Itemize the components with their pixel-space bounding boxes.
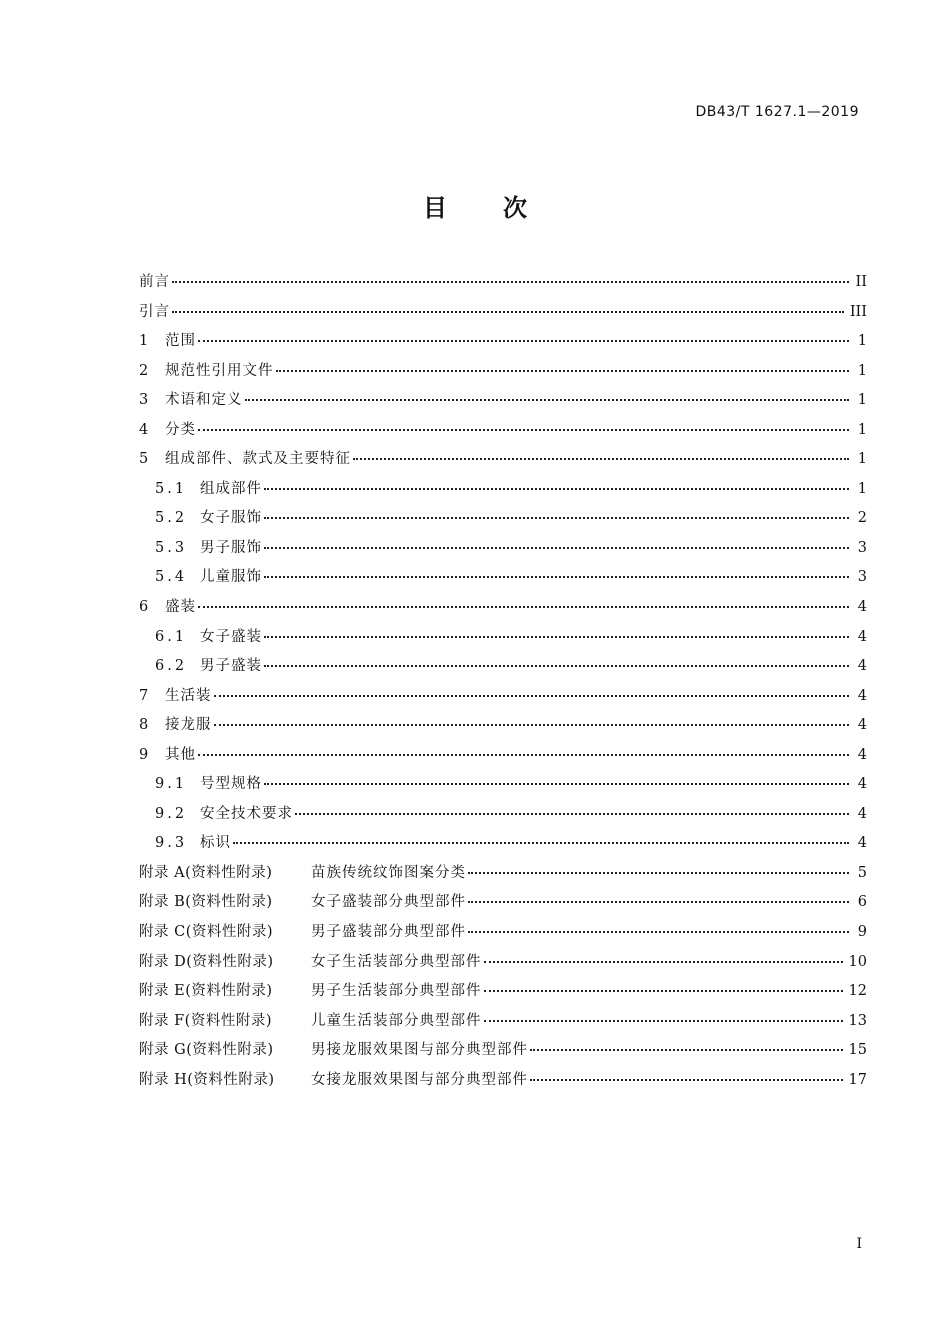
toc-dot-leader [264, 516, 849, 519]
toc-entry[interactable] [139, 506, 867, 536]
toc-entry[interactable] [139, 536, 867, 566]
toc-entry[interactable] [139, 565, 867, 595]
toc-entry-label: 标识 [200, 835, 231, 852]
toc-dot-leader [264, 487, 849, 490]
toc-entry-page: 1 [857, 480, 867, 497]
toc-entry-number: 2 [139, 362, 150, 379]
toc-entry-number: 4 [139, 421, 150, 438]
toc-entry[interactable] [139, 950, 867, 980]
toc-entry-label: 盛装 [165, 599, 196, 616]
toc-entry-number: 9 [139, 746, 150, 763]
toc-entry-label: 接龙服 [165, 717, 212, 734]
toc-entry-page: 4 [857, 687, 867, 704]
toc-dot-leader [484, 989, 843, 992]
toc-entry-number: 9.3 [155, 835, 188, 852]
toc-entry-label: 女接龙服效果图与部分典型部件 [311, 1071, 528, 1088]
toc-entry-number: 7 [139, 687, 150, 704]
toc-entry-page: 4 [857, 776, 867, 793]
toc-dot-leader [172, 280, 849, 283]
toc-entry[interactable] [139, 1038, 867, 1068]
toc-entry-number: 附录 C(资料性附录) [139, 924, 274, 941]
toc-entry-number: 附录 G(资料性附录) [139, 1042, 274, 1059]
toc-entry-number: 6.1 [155, 628, 188, 645]
toc-entry-label: 安全技术要求 [200, 805, 293, 822]
toc-entry-page: 1 [857, 421, 867, 438]
toc-entry[interactable] [139, 920, 867, 950]
toc-dot-leader [198, 753, 849, 756]
toc-entry-number: 6.2 [155, 658, 188, 675]
toc-entry-number: 1 [139, 333, 150, 350]
toc-entry-page: 3 [857, 539, 867, 556]
table-of-contents [139, 270, 867, 1097]
toc-entry[interactable] [139, 418, 867, 448]
toc-entry[interactable] [139, 477, 867, 507]
toc-dot-leader [198, 339, 849, 342]
toc-entry-page: 12 [848, 983, 867, 1000]
title-char-2: 次 [503, 194, 527, 222]
toc-dot-leader [264, 635, 849, 638]
toc-entry-page: 4 [857, 805, 867, 822]
toc-entry-number: 5.3 [155, 539, 188, 556]
toc-entry[interactable] [139, 447, 867, 477]
toc-entry-number: 6 [139, 599, 150, 616]
toc-entry-label: 女子盛装 [200, 628, 262, 645]
document-code: DB43/T 1627.1—2019 [695, 104, 859, 120]
toc-entry-label: 男子盛装 [200, 658, 262, 675]
toc-entry-page: II [855, 274, 867, 290]
toc-entry-page: 1 [857, 392, 867, 409]
toc-dot-leader [264, 782, 849, 785]
toc-entry[interactable] [139, 329, 867, 359]
toc-dot-leader [198, 605, 849, 608]
toc-entry-page: 15 [848, 1042, 867, 1059]
toc-entry-number: 附录 B(资料性附录) [139, 894, 273, 911]
toc-dot-leader [353, 457, 849, 460]
toc-entry[interactable] [139, 979, 867, 1009]
toc-entry-page: 10 [848, 953, 867, 970]
toc-dot-leader [484, 1019, 843, 1022]
toc-dot-leader [264, 664, 849, 667]
toc-entry[interactable] [139, 743, 867, 773]
toc-entry-label: 术语和定义 [165, 392, 243, 409]
toc-dot-leader [468, 900, 849, 903]
toc-entry-number: 5 [139, 451, 150, 468]
toc-entry-label: 引言 [139, 303, 170, 320]
toc-entry[interactable] [139, 359, 867, 389]
toc-entry-label: 组成部件 [200, 480, 262, 497]
toc-dot-leader [468, 871, 849, 874]
toc-entry-label: 女子盛装部分典型部件 [311, 894, 466, 911]
toc-dot-leader [276, 369, 850, 372]
toc-dot-leader [245, 398, 850, 401]
toc-entry[interactable] [139, 772, 867, 802]
toc-entry-label: 儿童生活装部分典型部件 [311, 1012, 482, 1029]
toc-dot-leader [264, 546, 849, 549]
toc-entry[interactable] [139, 300, 867, 330]
toc-dot-leader [484, 960, 843, 963]
page-title [0, 188, 950, 223]
toc-entry-page: 6 [857, 894, 867, 911]
toc-entry-page: 17 [848, 1071, 867, 1088]
toc-entry-number: 9.1 [155, 776, 188, 793]
toc-entry[interactable] [139, 861, 867, 891]
toc-entry-number: 附录 A(资料性附录) [139, 864, 273, 881]
toc-entry-number: 9.2 [155, 805, 188, 822]
toc-entry-page: 4 [857, 835, 867, 852]
toc-entry[interactable] [139, 1068, 867, 1098]
toc-entry-number: 8 [139, 717, 150, 734]
toc-dot-leader [530, 1078, 843, 1081]
toc-entry-number: 5.4 [155, 569, 188, 586]
toc-entry-number: 附录 D(资料性附录) [139, 953, 274, 970]
toc-entry-number: 5.1 [155, 480, 188, 497]
toc-entry-number: 5.2 [155, 510, 188, 527]
toc-entry-label: 前言 [139, 274, 170, 290]
toc-entry-page: 4 [857, 717, 867, 734]
toc-entry-label: 范围 [165, 333, 196, 350]
toc-dot-leader [214, 723, 850, 726]
toc-entry-label: 分类 [165, 421, 196, 438]
toc-entry[interactable] [139, 831, 867, 861]
toc-entry-label: 女子服饰 [200, 510, 262, 527]
toc-dot-leader [295, 812, 849, 815]
toc-entry-label: 苗族传统纹饰图案分类 [311, 864, 466, 881]
toc-entry-label: 女子生活装部分典型部件 [311, 953, 482, 970]
toc-entry-number: 3 [139, 392, 150, 409]
toc-entry[interactable] [139, 654, 867, 684]
toc-entry-page: 2 [857, 510, 867, 527]
toc-dot-leader [468, 930, 849, 933]
toc-entry-label: 男子盛装部分典型部件 [311, 924, 466, 941]
toc-entry-page: 1 [857, 362, 867, 379]
toc-entry[interactable] [139, 595, 867, 625]
toc-entry-page: 4 [857, 746, 867, 763]
toc-entry-number: 附录 F(资料性附录) [139, 1012, 272, 1029]
toc-dot-leader [198, 428, 849, 431]
toc-entry-label: 男接龙服效果图与部分典型部件 [311, 1042, 528, 1059]
toc-entry[interactable] [139, 890, 867, 920]
toc-dot-leader [264, 575, 849, 578]
toc-entry-label: 号型规格 [200, 776, 262, 793]
toc-entry[interactable] [139, 270, 867, 300]
toc-entry-page: 4 [857, 658, 867, 675]
toc-entry-label: 规范性引用文件 [165, 362, 274, 379]
toc-entry-label: 组成部件、款式及主要特征 [165, 451, 351, 468]
toc-entry[interactable] [139, 1009, 867, 1039]
page-number: I [856, 1236, 862, 1252]
toc-entry-label: 男子生活装部分典型部件 [311, 983, 482, 1000]
toc-dot-leader [214, 694, 850, 697]
toc-dot-leader [530, 1048, 843, 1051]
toc-entry-label: 男子服饰 [200, 539, 262, 556]
toc-entry-number: 附录 E(资料性附录) [139, 983, 273, 1000]
toc-entry[interactable] [139, 802, 867, 832]
toc-entry[interactable] [139, 684, 867, 714]
toc-entry-label: 儿童服饰 [200, 569, 262, 586]
toc-entry-label: 其他 [165, 746, 196, 763]
toc-entry[interactable] [139, 625, 867, 655]
toc-entry-label: 生活装 [165, 687, 212, 704]
toc-entry-page: 1 [857, 333, 867, 350]
toc-entry[interactable] [139, 713, 867, 743]
toc-entry-page: III [849, 303, 867, 320]
toc-entry-page: 9 [857, 924, 867, 941]
toc-dot-leader [172, 310, 844, 313]
title-char-1: 目 [423, 194, 447, 222]
toc-entry-number: 附录 H(资料性附录) [139, 1071, 275, 1088]
toc-entry-page: 3 [857, 569, 867, 586]
toc-entry-page: 4 [857, 628, 867, 645]
toc-entry-page: 4 [857, 599, 867, 616]
toc-dot-leader [233, 841, 849, 844]
toc-entry[interactable] [139, 388, 867, 418]
toc-entry-page: 5 [857, 864, 867, 881]
toc-entry-page: 13 [848, 1012, 867, 1029]
toc-entry-page: 1 [857, 451, 867, 468]
